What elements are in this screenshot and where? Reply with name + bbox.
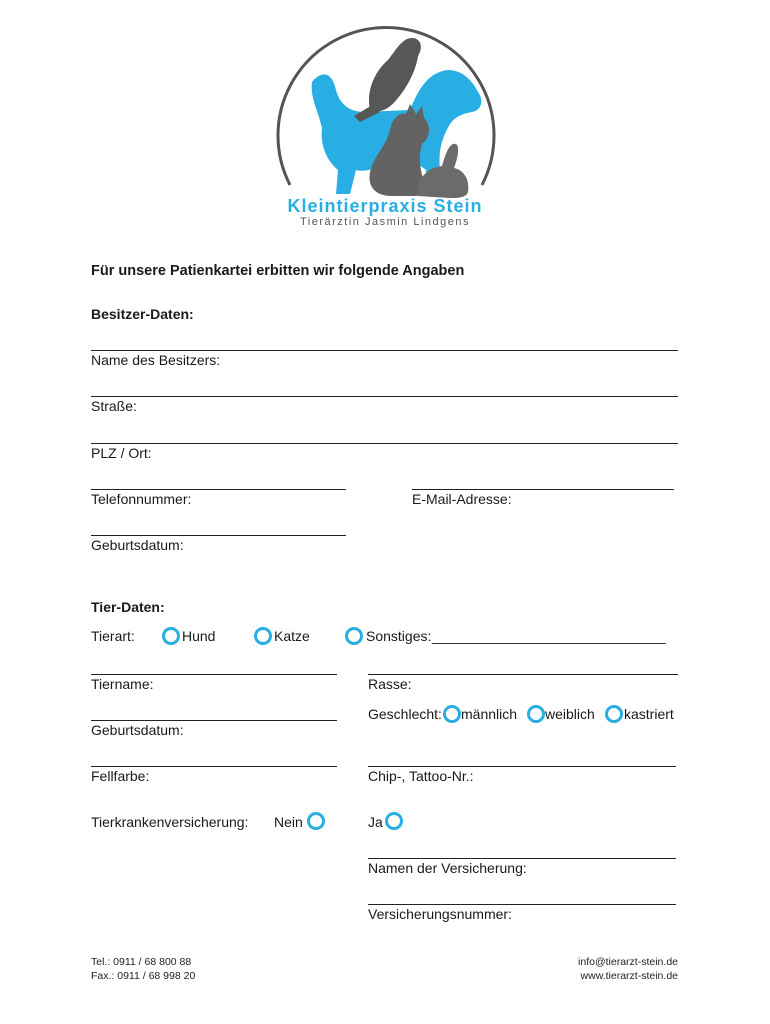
owner-birthdate-label: Geburtsdatum: <box>91 537 184 553</box>
insurance-number-field[interactable] <box>368 904 676 905</box>
chip-field[interactable] <box>368 766 676 767</box>
fur-color-field[interactable] <box>91 766 337 767</box>
insurance-number-label: Versicherungsnummer: <box>368 906 512 922</box>
neutered-label: kastriert <box>624 706 674 722</box>
insurance-name-field[interactable] <box>368 858 676 859</box>
phone-field[interactable] <box>91 489 346 490</box>
pet-name-field[interactable] <box>91 674 337 675</box>
zip-city-label: PLZ / Ort: <box>91 445 152 461</box>
chip-label: Chip-, Tattoo-Nr.: <box>368 768 474 784</box>
insurance-yes-radio[interactable] <box>385 812 403 830</box>
species-dog-label: Hund <box>182 628 216 644</box>
footer-email[interactable]: info@tierarzt-stein.de <box>578 956 678 968</box>
owner-name-label: Name des Besitzers: <box>91 352 221 368</box>
street-label: Straße: <box>91 398 137 414</box>
owner-section-label: Besitzer-Daten: <box>91 306 194 322</box>
insurance-label: Tierkrankenversicherung: <box>91 814 249 830</box>
pet-birthdate-field[interactable] <box>91 720 337 721</box>
footer-phone: Tel.: 0911 / 68 800 88 <box>91 956 192 968</box>
species-other-label: Sonstiges: <box>366 628 432 644</box>
owner-name-field[interactable] <box>91 350 678 351</box>
insurance-no-label: Nein <box>274 814 303 830</box>
email-label: E-Mail-Adresse: <box>412 491 512 507</box>
form-heading: Für unsere Patienkartei erbitten wir folgende Angaben <box>91 263 465 279</box>
species-cat-radio[interactable] <box>254 627 272 645</box>
owner-birthdate-field[interactable] <box>91 535 346 536</box>
species-dog-radio[interactable] <box>162 627 180 645</box>
footer-website[interactable]: www.tierarzt-stein.de <box>580 970 678 982</box>
brand-name: Kleintierpraxis Stein <box>287 196 483 216</box>
insurance-no-radio[interactable] <box>307 812 325 830</box>
fur-color-label: Fellfarbe: <box>91 768 150 784</box>
footer-fax: Fax.: 0911 / 68 998 20 <box>91 970 196 982</box>
insurance-name-label: Namen der Versicherung: <box>368 860 527 876</box>
animal-section-label: Tier-Daten: <box>91 599 165 615</box>
breed-label: Rasse: <box>368 676 412 692</box>
breed-field[interactable] <box>368 674 678 675</box>
neutered-radio[interactable] <box>605 705 623 723</box>
species-other-radio[interactable] <box>345 627 363 645</box>
phone-label: Telefonnummer: <box>91 491 192 507</box>
sex-male-label: männlich <box>461 706 518 722</box>
zip-city-field[interactable] <box>91 443 678 444</box>
species-cat-label: Katze <box>274 628 310 644</box>
sex-label: Geschlecht: <box>368 706 442 722</box>
sex-male-radio[interactable] <box>443 705 461 723</box>
email-field[interactable] <box>412 489 674 490</box>
species-other-field[interactable]: ______________________________ <box>432 628 666 644</box>
brand-subtitle: Tierärztin Jasmin Lindgens <box>299 216 471 228</box>
pet-birthdate-label: Geburtsdatum: <box>91 722 184 738</box>
species-label: Tierart: <box>91 628 135 644</box>
pet-name-label: Tiername: <box>91 676 154 692</box>
street-field[interactable] <box>91 396 678 397</box>
insurance-yes-label: Ja <box>368 814 383 830</box>
sex-female-label: weiblich <box>545 706 595 722</box>
sex-female-radio[interactable] <box>527 705 545 723</box>
